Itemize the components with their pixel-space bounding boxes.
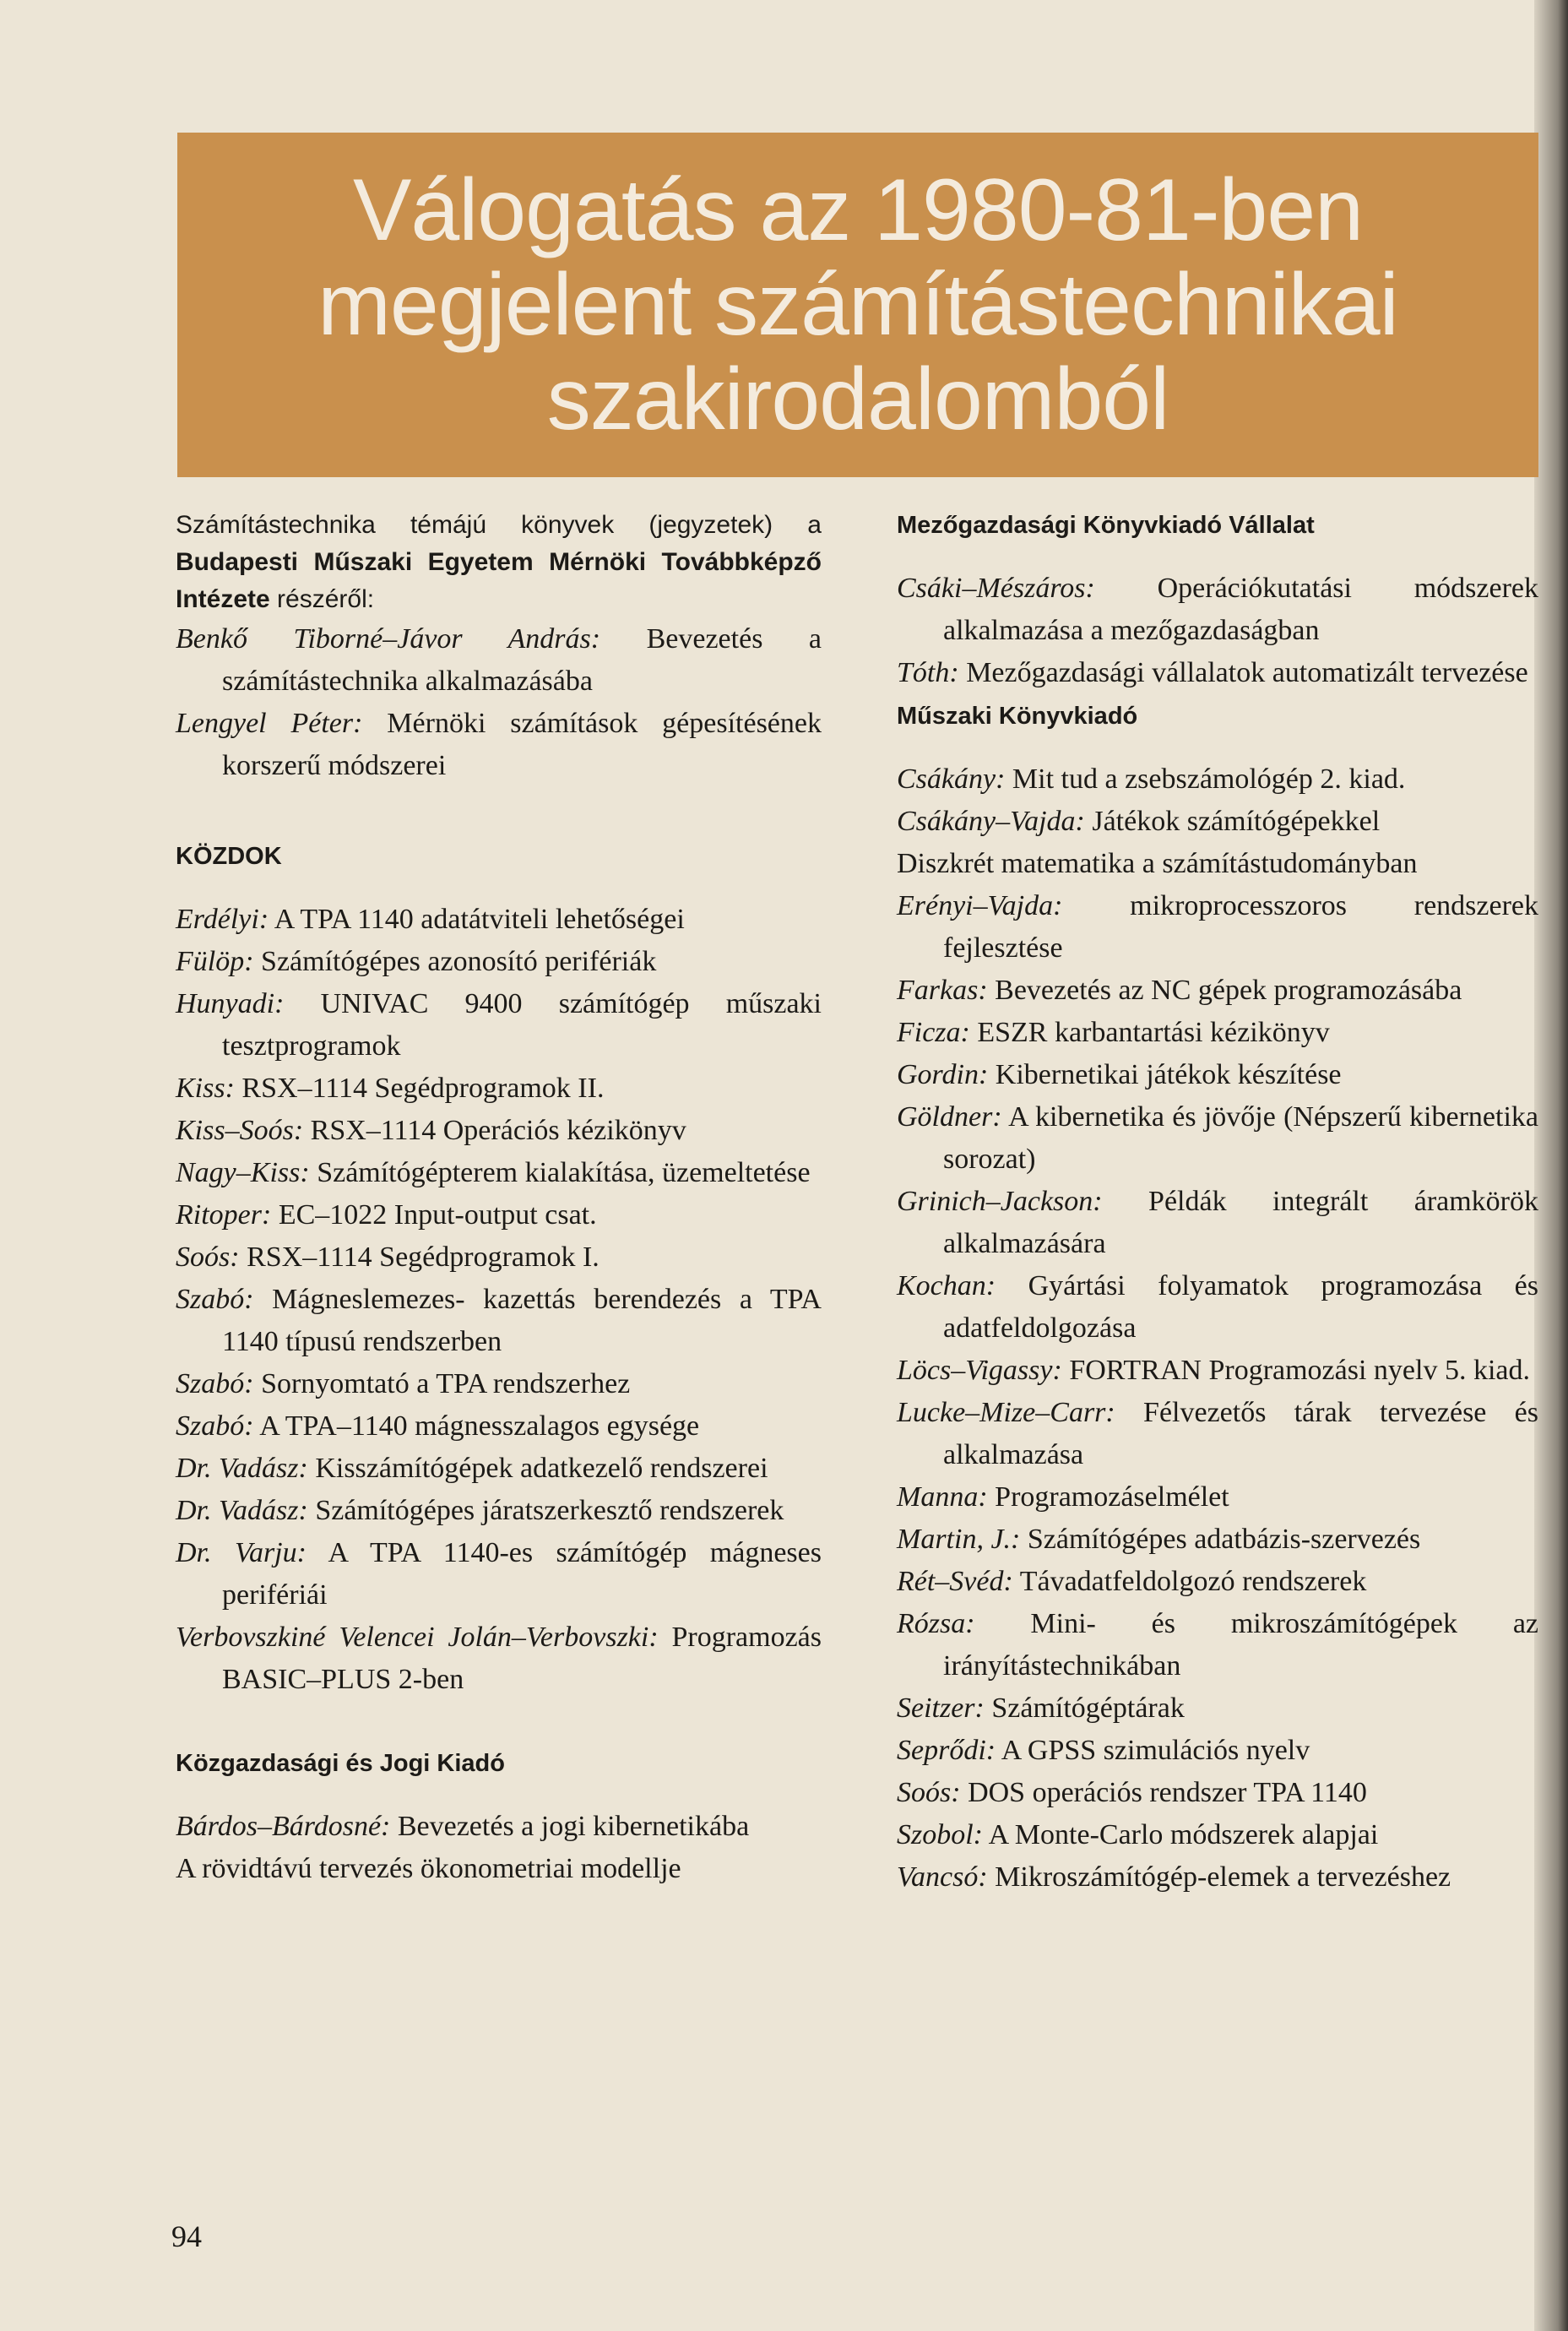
muszaki-book-list [897, 758, 1538, 1899]
book-title: Számítógépterem kialakítása, üzemeltetése [317, 1157, 811, 1188]
book-author: Szabó: [176, 1284, 254, 1315]
book-author: Soós: [176, 1242, 240, 1273]
book-author: Lengyel Péter: [176, 708, 363, 739]
book-entry [897, 970, 1538, 1012]
book-title: Programozáselmélet [995, 1481, 1229, 1513]
book-title: Diszkrét matematika a számítástudományban [897, 848, 1418, 879]
book-title: Bevezetés a jogi kibernetikába [397, 1811, 750, 1842]
book-author: Löcs–Vigassy: [897, 1355, 1062, 1386]
book-entry [176, 1616, 822, 1701]
book-title: A TPA 1140-es számítógép mágneses perifériái [222, 1537, 822, 1611]
book-entry [176, 1405, 822, 1448]
intro-prefix: Számítástechnika témájú könyvek (jegyzetek) a [176, 511, 822, 539]
book-title: A GPSS szimulációs nyelv [1001, 1735, 1310, 1766]
book-entry [897, 1096, 1538, 1181]
book-entry [176, 899, 822, 941]
book-entry [176, 941, 822, 983]
book-entry [176, 983, 822, 1068]
book-author: Szabó: [176, 1368, 254, 1399]
book-author: Seitzer: [897, 1693, 985, 1724]
book-author: Csáki–Mészáros: [897, 573, 1095, 604]
book-entry [897, 1687, 1538, 1730]
book-entry [897, 758, 1538, 801]
book-entry [176, 1236, 822, 1279]
book-author: Rét–Svéd: [897, 1566, 1013, 1597]
book-title: EC–1022 Input-output csat. [278, 1199, 597, 1231]
book-author: Martin, J.: [897, 1524, 1021, 1555]
book-author: Kiss: [176, 1073, 235, 1104]
book-author: Csákány–Vajda: [897, 806, 1085, 837]
book-title: Mit tud a zsebszámológép 2. kiad. [1012, 763, 1406, 795]
book-author: Erényi–Vajda: [897, 890, 1063, 921]
book-title: Mágneslemezes- kazettás berendezés a TPA 1140 típusú rendszerben [222, 1284, 822, 1357]
book-entry [176, 1532, 822, 1616]
book-title: Kisszámítógépek adatkezelő rendszerei [315, 1453, 768, 1484]
book-title: Példák integrált áramkörök alkalmazására [943, 1186, 1538, 1259]
book-entry [176, 1848, 822, 1890]
book-title: Mikroszámítógép-elemek a tervezéshez [995, 1861, 1451, 1893]
page-title: Válogatás az 1980-81-ben megjelent számítástechnikai szakirodalomból [317, 161, 1398, 448]
book-entry [176, 1279, 822, 1363]
book-title: RSX–1114 Segédprogramok II. [241, 1073, 605, 1104]
section-heading-kozdok: KÖZDOK [176, 843, 282, 870]
intro-paragraph [176, 507, 822, 618]
book-title: A kibernetika és jövője (Népszerű kibernetika sorozat) [943, 1101, 1538, 1175]
kozgazdasagi-book-list [176, 1806, 822, 1890]
book-title: mikroprocesszoros rendszerek fejlesztése [943, 890, 1538, 964]
book-author: Nagy–Kiss: [176, 1157, 310, 1188]
book-entry [897, 1519, 1538, 1561]
book-entry [897, 1730, 1538, 1772]
book-title: Mezőgazdasági vállalatok automatizált tervezése [966, 657, 1528, 688]
book-author: Dr. Vadász: [176, 1495, 308, 1526]
book-entry [176, 1194, 822, 1236]
book-title: RSX–1114 Segédprogramok I. [247, 1242, 600, 1273]
mezogazdasagi-book-list [897, 568, 1538, 694]
book-title: Játékok számítógépekkel [1092, 806, 1381, 837]
book-author: Erdélyi: [176, 904, 269, 935]
book-author: Lucke–Mize–Carr: [897, 1397, 1115, 1428]
book-title: A TPA–1140 mágnesszalagos egysége [259, 1410, 700, 1442]
book-entry [897, 1054, 1538, 1096]
page-edge-shadow [1534, 0, 1568, 2331]
book-entry [176, 1068, 822, 1110]
left-column [176, 507, 822, 1890]
book-entry [176, 703, 822, 787]
book-author: Gordin: [897, 1059, 989, 1090]
book-title: Félvezetős tárak tervezése és alkalmazása [943, 1397, 1538, 1470]
book-entry [897, 1603, 1538, 1687]
book-entry [176, 1448, 822, 1490]
book-author: Kiss–Soós: [176, 1115, 304, 1146]
book-title: Sornyomtató a TPA rendszerhez [261, 1368, 631, 1399]
title-banner [177, 133, 1538, 477]
book-entry [897, 1476, 1538, 1519]
book-title: Mérnöki számítások gépesítésének korszerű módszerei [222, 708, 822, 781]
book-author: Rózsa: [897, 1608, 975, 1639]
book-author: Soós: [897, 1777, 961, 1808]
book-entry [897, 1856, 1538, 1899]
book-entry [897, 1265, 1538, 1350]
book-title: Programozás BASIC–PLUS 2-ben [222, 1622, 822, 1695]
book-title: A Monte-Carlo módszerek alapjai [988, 1819, 1379, 1850]
book-entry [176, 1490, 822, 1532]
book-author: Kochan: [897, 1270, 996, 1301]
book-entry [176, 1110, 822, 1152]
kozdok-book-list [176, 899, 822, 1701]
book-author: Szabó: [176, 1410, 254, 1442]
intro-suffix: részéről: [269, 585, 375, 613]
book-entry [897, 843, 1538, 885]
book-entry [897, 1181, 1538, 1265]
book-entry [897, 1814, 1538, 1856]
book-entry [176, 1152, 822, 1194]
book-entry [897, 1012, 1538, 1054]
book-author: Dr. Varju: [176, 1537, 307, 1568]
section-heading-muszaki: Műszaki Könyvkiadó [897, 703, 1138, 730]
book-entry [176, 1806, 822, 1848]
page-number: 94 [171, 2220, 202, 2253]
book-title: Bevezetés a számítástechnika alkalmazásába [222, 623, 822, 697]
book-author: Farkas: [897, 975, 988, 1006]
book-title: Számítógépes adatbázis-szervezés [1027, 1524, 1421, 1555]
book-author: Benkő Tiborné–Jávor András: [176, 623, 601, 655]
right-column [897, 507, 1538, 1899]
book-author: Csákány: [897, 763, 1006, 795]
book-entry [897, 1350, 1538, 1392]
book-title: Gyártási folyamatok programozása és adatfeldolgozása [943, 1270, 1538, 1344]
book-title: Számítógéptárak [991, 1693, 1185, 1724]
book-entry [897, 568, 1538, 652]
book-title: Távadatfeldolgozó rendszerek [1019, 1566, 1367, 1597]
book-author: Dr. Vadász: [176, 1453, 308, 1484]
book-author: Seprődi: [897, 1735, 996, 1766]
book-author: Ritoper: [176, 1199, 272, 1231]
book-title: A rövidtávú tervezés ökonometriai modellje [176, 1853, 681, 1884]
book-entry [897, 801, 1538, 843]
book-author: Tóth: [897, 657, 959, 688]
book-entry [897, 885, 1538, 970]
section-heading-mezogazdasagi: Mezőgazdasági Könyvkiadó Vállalat [897, 512, 1315, 539]
book-author: Verbovszkiné Velencei Jolán–Verbovszki: [176, 1622, 659, 1653]
book-title: UNIVAC 9400 számítógép műszaki tesztprogramok [222, 988, 822, 1062]
book-title: ESZR karbantartási kézikönyv [977, 1017, 1330, 1048]
book-title: Kibernetikai játékok készítése [995, 1059, 1342, 1090]
book-title: Számítógépes járatszerkesztő rendszerek [315, 1495, 784, 1526]
book-author: Bárdos–Bárdosné: [176, 1811, 391, 1842]
book-author: Fülöp: [176, 946, 254, 977]
book-author: Vancsó: [897, 1861, 988, 1893]
book-entry [897, 1772, 1538, 1814]
book-author: Grinich–Jackson: [897, 1186, 1103, 1217]
book-title: FORTRAN Programozási nyelv 5. kiad. [1069, 1355, 1530, 1386]
book-title: Operációkutatási módszerek alkalmazása a mezőgazdaságban [943, 573, 1539, 646]
book-entry [897, 1392, 1538, 1476]
book-author: Ficza: [897, 1017, 970, 1048]
book-author: Göldner: [897, 1101, 1002, 1133]
intro-institution: Budapesti Műszaki Egyetem Mérnöki Továbbképző Intézete [176, 548, 822, 613]
book-author: Manna: [897, 1481, 988, 1513]
book-entry [897, 1561, 1538, 1603]
section-heading-kozgazdasagi: Közgazdasági és Jogi Kiadó [176, 1750, 505, 1777]
book-title: Számítógépes azonosító perifériák [261, 946, 657, 977]
book-title: Mini- és mikroszámítógépek az irányítástechnikában [943, 1608, 1539, 1682]
book-entry [176, 618, 822, 703]
book-title: A TPA 1140 adatátviteli lehetőségei [274, 904, 685, 935]
book-entry [897, 652, 1538, 694]
book-entry [176, 1363, 822, 1405]
intro-book-list [176, 618, 822, 787]
book-author: Szobol: [897, 1819, 983, 1850]
book-title: DOS operációs rendszer TPA 1140 [968, 1777, 1367, 1808]
book-author: Hunyadi: [176, 988, 285, 1019]
book-title: Bevezetés az NC gépek programozásába [995, 975, 1462, 1006]
book-title: RSX–1114 Operációs kézikönyv [310, 1115, 686, 1146]
